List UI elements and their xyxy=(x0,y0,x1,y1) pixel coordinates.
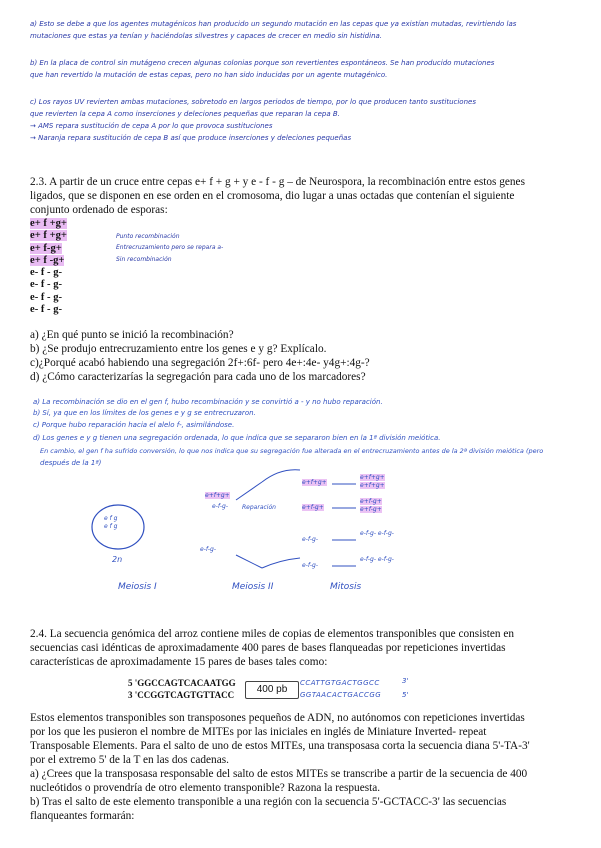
question-24-b-line1: b) Tras el salto de este elemento transponible a una región con la secuencia 5'-GCTACC-3' las secuencias xyxy=(30,796,507,808)
question-24-a-line1: a) ¿Crees que la transposasa responsable del salto de estos MITEs se transcribe a partir de la secuencia de 400 xyxy=(30,768,528,780)
sequence-bottom-right: GGTAACACTGACCGG xyxy=(300,691,382,699)
question-24-a-line2: nucleótidos o provendría de otro elemento transponible? Razona la respuesta. xyxy=(30,782,381,794)
annot-no-recombination: Sin recombinación xyxy=(116,256,172,263)
meiosis2-item-1: e+f+g+ xyxy=(302,479,327,486)
spore-8: e- f - g- xyxy=(30,304,63,316)
label-meiosis-1: Meiosis I xyxy=(118,582,157,592)
meiosis1-lower: e-f-g- xyxy=(200,546,217,553)
spore-2: e+ f +g+ xyxy=(30,230,67,242)
problem-24-line3: características de aproximadamente 15 pares de bases tales como: xyxy=(30,656,328,668)
note-b-line1: b) En la placa de control sin mutágeno crecen algunas colonias porque son revertientes espontáneos. Se han producido mutaciones xyxy=(30,59,495,67)
note-a-line1: a) Esto se debe a que los agentes mutagénicos han producido un segundo mutación en las cepas que ya existían mutadas, revirtiendo las xyxy=(30,20,517,28)
meiosis1-upper-b: e-f-g- xyxy=(212,503,229,510)
label-2n: 2n xyxy=(112,555,123,564)
sequence-bottom-left: 3 'CCGGTCAGTGTTACC xyxy=(128,690,235,700)
note-b-line2: que han revertido la mutación de estas cepas, pero no han sido inducidas por un agente mutagénico. xyxy=(30,71,388,79)
sequence-end-top: 3' xyxy=(402,677,409,685)
answer-23-b: b) Sí, ya que en los límites de los genes e y g se entrecruzaron. xyxy=(33,409,256,417)
meiosis2-item-4: e-f-g- xyxy=(302,562,319,569)
parent-cell-alleles: e f g e f g xyxy=(104,515,118,530)
parent-cell xyxy=(92,505,144,549)
label-mitosis: Mitosis xyxy=(330,582,362,592)
answer-23-a: a) La recombinación se dio en el gen f, hubo recombinación y se convirtió a - y no hubo reparación. xyxy=(33,398,383,406)
meiosis1-upper-a: e+f+g+ xyxy=(205,492,230,499)
spore-4: e+ f -g+ xyxy=(30,254,65,266)
label-repair: Reparación xyxy=(242,504,276,511)
label-meiosis-2: Meiosis II xyxy=(232,582,274,592)
problem-24-para1: Estos elementos transponibles son transposones pequeños de ADN, no autónomos con repeticiones invertidas xyxy=(30,712,525,724)
problem-24-line1: 2.4. La secuencia genómica del arroz contiene miles de copias de elementos transponibles que consisten en xyxy=(30,628,515,640)
answer-23-d-cont: En cambio, el gen f ha sufrido conversión, lo que nos indica que su segregación fue alterada en el entrecruzamiento antes de la 2ª división meiótica (pero xyxy=(40,447,544,455)
problem-24-para4: por el extremo 5' de la T en las dos cadenas. xyxy=(30,754,229,766)
note-c-line2: que revierten la cepa A como inserciones y deleciones pequeñas que reparan la cepa B. xyxy=(30,110,340,118)
arrow-lower-left xyxy=(236,555,262,568)
meiosis2-item-2: e+f-g+ xyxy=(302,504,324,511)
annot-crossover-repaired: Entrecruzamiento pero se repara a- xyxy=(116,244,224,251)
note-a-line2: mutaciones que estas ya tenían y haciéndolas silvestres y capaces de crecer en medio sin histidina. xyxy=(30,32,383,40)
arrow-upper-to-mid xyxy=(262,470,300,482)
sequence-top-left: 5 'GGCCAGTCACAATGG xyxy=(128,678,236,688)
problem-24-para2: por los que les pusieron el nombre de MITEs por las iniciales en inglés de Miniature Inverted- repeat xyxy=(30,726,487,738)
sequence-top-right: CCATTGTGACTGGCC xyxy=(300,679,380,687)
problem-24-line2: secuencias casi idénticas de aproximadamente 400 pares de bases flanqueadas por repeticiones invertidas xyxy=(30,642,506,654)
question-23-c: c)¿Porqué acabó habiendo una segregación 2f+:6f- pero 4e+:4e- y4g+:4g-? xyxy=(30,357,370,369)
question-24-b-line2: flanqueantes formarán: xyxy=(30,810,135,822)
question-23-d: d) ¿Cómo caracterizarías la segregación para cada uno de los marcadores? xyxy=(30,371,366,383)
spore-3: e+ f-g+ xyxy=(30,242,62,254)
answer-23-c: c) Porque hubo reparación hacia el alelo f-, asimilándose. xyxy=(33,421,235,429)
mitosis-item-3: e-f-g- e-f-g- xyxy=(360,530,394,537)
question-23-a: a) ¿En qué punto se inició la recombinación? xyxy=(30,329,234,341)
arrow-lower-to-mid xyxy=(262,558,300,568)
mitosis-item-2: e+f-g+ e+f-g+ xyxy=(360,498,382,513)
meiosis2-item-3: e-f-g- xyxy=(302,536,319,543)
spore-1: e+ f +g+ xyxy=(30,218,67,229)
problem-23-line1: 2.3. A partir de un cruce entre cepas e+ f + g + y e - f - g – de Neurospora, la recombinación entre estos genes xyxy=(30,176,525,188)
mitosis-item-4: e-f-g- e-f-g- xyxy=(360,556,394,563)
problem-23-line2: ligados, que se disponen en ese orden en el cromosoma, dio lugar a unas octadas que contenían el siguiente xyxy=(30,190,515,202)
transposon-length-box: 400 pb xyxy=(245,681,299,699)
annot-recombination-point: Punto recombinación xyxy=(116,233,180,240)
answer-23-d-cont2: después de la 1ª) xyxy=(40,459,102,467)
note-c-line1: c) Los rayos UV revierten ambas mutaciones, sobretodo en largos periodos de tiempo, por lo que producen tanto sustituciones xyxy=(30,98,476,106)
problem-23-line3: conjunto ordenado de esporas: xyxy=(30,204,168,216)
sequence-end-bottom: 5' xyxy=(402,691,409,699)
question-23-b: b) ¿Se produjo entrecruzamiento entre los genes e y g? Explícalo. xyxy=(30,343,327,355)
spore-5: e- f - g- xyxy=(30,267,63,279)
mitosis-item-1: e+f+g+ e+f+g+ xyxy=(360,474,385,489)
spore-7: e- f - g- xyxy=(30,291,63,303)
problem-24-para3: Transposable Elements. Para el salto de uno de estos MITEs, una transposasa corta la secuencia diana 5'-TA-3' xyxy=(30,740,530,752)
spore-6: e- f - g- xyxy=(30,279,63,291)
answer-23-d: d) Los genes e y g tienen una segregación ordenada, lo que indica que se separaron bien en la 1ª división meiótica. xyxy=(33,434,441,442)
arrow-upper-left xyxy=(236,482,262,500)
note-c-line4: → Naranja repara sustitución de cepa B así que produce inserciones y deleciones pequeñas xyxy=(30,134,352,142)
note-c-line3: → AMS repara sustitución de cepa A por lo que provoca sustituciones xyxy=(30,122,273,130)
